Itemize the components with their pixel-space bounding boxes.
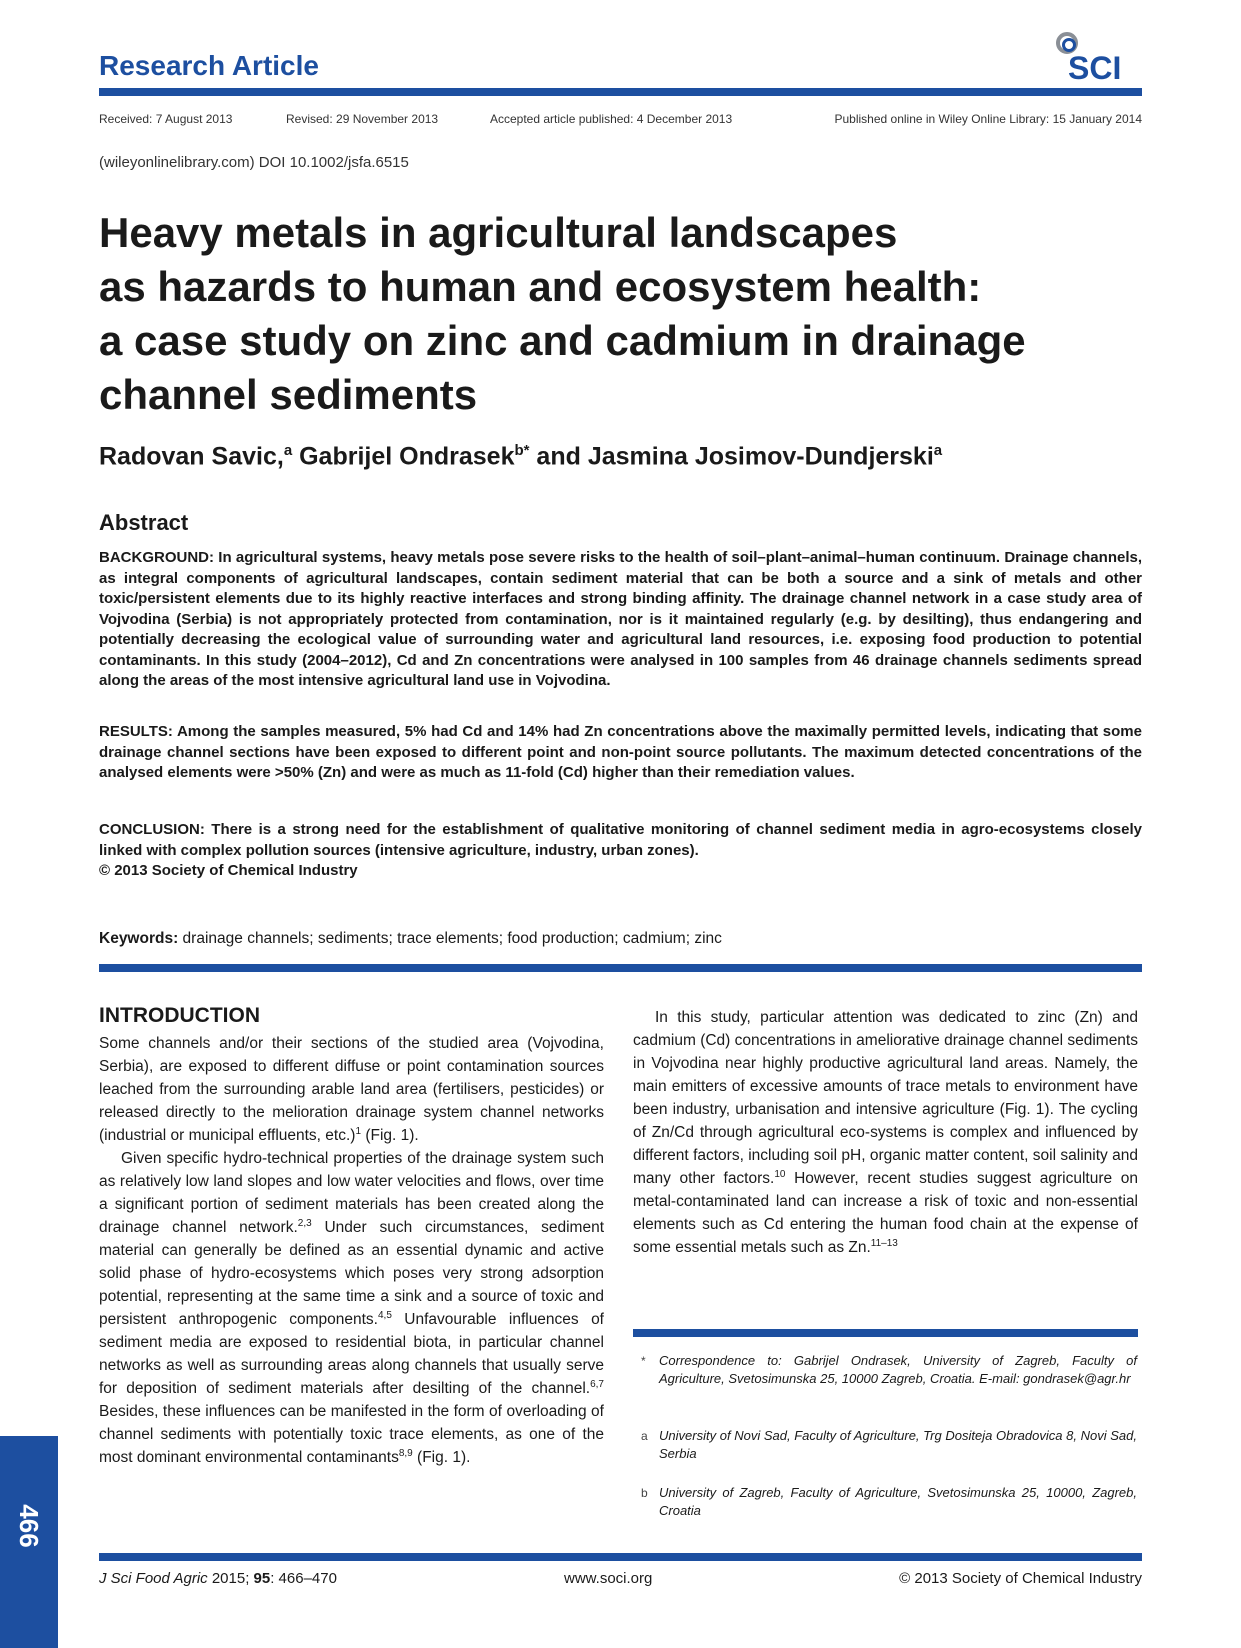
author-name: Radovan Savic, xyxy=(99,442,284,471)
title-line: channel sediments xyxy=(99,371,478,418)
footnote-affiliation-b xyxy=(641,1484,1137,1520)
intro-paragraph xyxy=(99,1147,604,1469)
text-run: Besides, these influences can be manifested in the form of overloading of channel sediments with potentially toxic trace elements, as one of the most dominant environmental contaminants xyxy=(99,1403,604,1466)
text-run: Given specific hydro-technical properties of the drainage system such as relatively low land slopes and low water velocities and flows, over time a significant portion of sediment materials has been created along the drainage channel network. xyxy=(99,1150,604,1236)
citation: 10 xyxy=(774,1168,786,1180)
footnote-mark: a xyxy=(641,1429,648,1443)
citation: 8,9 xyxy=(398,1447,413,1459)
article-title xyxy=(99,206,1149,422)
conclusion-text: CONCLUSION: There is a strong need for the establishment of qualitative monitoring of channel sediment media in agro-ecosystems closely linked with complex pollution sources (intensive agriculture, industry, urban zones). xyxy=(99,821,1142,859)
text-run: However, recent studies suggest agriculture on metal-contaminated land can increase a risk of toxic and non-essential elements such as Cd entering the human food chain at the expense of some essential metals such as Zn. xyxy=(633,1170,1138,1256)
title-line: Heavy metals in agricultural landscapes xyxy=(99,209,898,256)
accepted-date: Accepted article published: 4 December 2013 xyxy=(490,112,733,126)
received-date: Received: 7 August 2013 xyxy=(99,112,233,126)
abstract-rule xyxy=(99,964,1142,972)
footer-copyright: © 2013 Society of Chemical Industry xyxy=(899,1570,1142,1587)
keywords xyxy=(99,930,722,948)
text-run: (Fig. 1). xyxy=(412,1449,471,1466)
intro-paragraph xyxy=(633,1006,1138,1259)
published-date: Published online in Wiley Online Library: 15 January 2014 xyxy=(834,112,1142,126)
doi-line: (wileyonlinelibrary.com) DOI 10.1002/jsfa.6515 xyxy=(99,154,409,171)
header-rule xyxy=(99,88,1142,96)
citation: 2,3 xyxy=(297,1217,312,1229)
abstract-copyright: © 2013 Society of Chemical Industry xyxy=(99,862,358,879)
journal-citation xyxy=(99,1570,337,1587)
citation: 4,5 xyxy=(377,1309,392,1321)
text-run: Some channels and/or their sections of the studied area (Vojvodina, Serbia), are exposed to different diffuse or point contamination sources leached from the surrounding arable land area (fertilisers, pesticides) or released directly to the melioration drainage system channel networks (industrial or municipal effluents, etc.) xyxy=(99,1035,604,1144)
footnote-text: Correspondence to: Gabrijel Ondrasek, University of Zagreb, Faculty of Agriculture, Svetosimunska 25, 10000 Zagreb, Croatia. E-mail: gondrasek@agr.hr xyxy=(659,1353,1137,1386)
right-column xyxy=(633,1006,1138,1259)
abstract-conclusion xyxy=(99,820,1142,882)
footnote-correspondence xyxy=(641,1352,1137,1388)
abstract-background: BACKGROUND: In agricultural systems, heavy metals pose severe risks to the health of soil–plant–animal–human continuum. Drainage channels, as integral components of agricultural landscapes, contain sediment material that can be both a source and a sink of metals and other toxic/persistent elements due to its highly reactive interfaces and strong binding affinity. The drainage channel network in a case study area of Vojvodina (Serbia) is not appropriately protected from contamination, nor is it maintained regularly (e.g. by desilting), thus endangering and potentially decreasing the ecological value of surrounding water and agricultural land resources, i.e. exposing food production to potential contaminants. In this study (2004–2012), Cd and Zn concentrations were analysed in 100 samples from 46 drainage channels sediments spread along the areas of the most intensive agricultural land use in Vojvodina. xyxy=(99,549,1142,689)
sci-logo xyxy=(1050,28,1140,84)
abstract-heading: Abstract xyxy=(99,510,189,535)
footnote-text: University of Novi Sad, Faculty of Agriculture, Trg Dositeja Obradovica 8, Novi Sad, Serbia xyxy=(659,1428,1137,1461)
author-affiliation-mark: a xyxy=(283,442,293,459)
text-run: (Fig. 1). xyxy=(361,1127,419,1144)
footnote-text: University of Zagreb, Faculty of Agriculture, Svetosimunska 25, 10000, Zagreb, Croatia xyxy=(659,1485,1137,1518)
keywords-label: Keywords: xyxy=(99,930,179,947)
author-list xyxy=(99,442,942,471)
footnote-affiliation-a xyxy=(641,1427,1137,1463)
citation: 11–13 xyxy=(870,1237,898,1249)
citation: 1 xyxy=(355,1125,362,1137)
author-name: Gabrijel Ondrasek xyxy=(292,442,515,471)
text-run: Unfavourable influences of sediment media are exposed to residential biota, in particular channel networks as well as surrounding areas along channels that usually serve for deposition of sediment materials after desilting of the channel. xyxy=(99,1311,604,1397)
title-line: as hazards to human and ecosystem health: xyxy=(99,263,982,310)
title-line: a case study on zinc and cadmium in drainage xyxy=(99,317,1026,364)
website-link[interactable]: www.soci.org xyxy=(564,1570,653,1587)
revised-date: Revised: 29 November 2013 xyxy=(286,112,439,126)
journal-year: 2015; xyxy=(207,1570,254,1587)
introduction-heading: INTRODUCTION xyxy=(99,1004,260,1027)
journal-volume: 95 xyxy=(253,1570,271,1587)
intro-paragraph xyxy=(99,1032,604,1147)
text-run: Under such circumstances, sediment material can generally be defined as an essential dynamic and active solid phase of hydro-ecosystems which poses very strong adsorption potential, representing at the same time a sink and a source of toxic and persistent anthropogenic components. xyxy=(99,1219,604,1328)
page-number: 466 xyxy=(14,1504,44,1548)
author-name: and Jasmina Josimov-Dundjerski xyxy=(529,442,934,471)
footer-rule xyxy=(99,1553,1142,1561)
journal-name: J Sci Food Agric xyxy=(99,1570,208,1587)
keywords-list: drainage channels; sediments; trace elements; food production; cadmium; zinc xyxy=(178,930,722,947)
abstract-results: RESULTS: Among the samples measured, 5% had Cd and 14% had Zn concentrations above the maximally permitted levels, indicating that some drainage channel sections have been exposed to different point and non-point source pollutants. The maximum detected concentrations of the analysed elements were >50% (Zn) and were as much as 11-fold (Cd) higher than their remediation values. xyxy=(99,723,1142,781)
text-run: In this study, particular attention was dedicated to zinc (Zn) and cadmium (Cd) concentrations in ameliorative drainage channel sediments in Vojvodina near highly productive agricultural land areas. Namely, the main emitters of excessive amounts of trace metals to environment have been industry, urbanisation and intensive agriculture (Fig. 1). The cycling of Zn/Cd through agricultural eco-systems is complex and influenced by different factors, including soil pH, organic matter content, soil salinity and many other factors. xyxy=(633,1009,1138,1187)
left-column xyxy=(99,1032,604,1469)
author-affiliation-mark: b* xyxy=(514,442,530,459)
footnote-rule xyxy=(633,1329,1138,1337)
logo-text: SCI xyxy=(1068,50,1122,86)
journal-pages: : 466–470 xyxy=(270,1570,337,1587)
citation: 6,7 xyxy=(590,1378,604,1390)
author-affiliation-mark: a xyxy=(933,442,943,459)
section-label: Research Article xyxy=(99,50,319,81)
footnote-mark: b xyxy=(641,1486,648,1500)
footnote-mark: * xyxy=(641,1354,646,1368)
